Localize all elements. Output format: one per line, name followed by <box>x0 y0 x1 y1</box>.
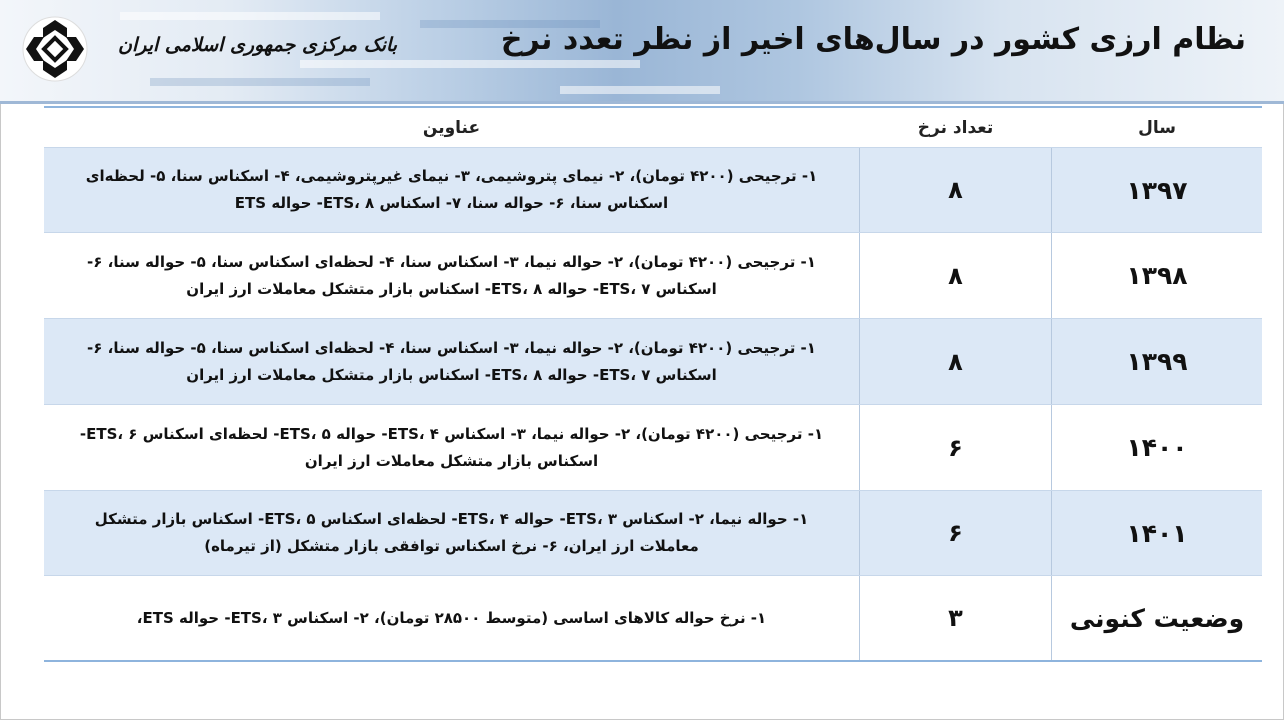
table-row <box>44 491 1262 576</box>
table-row <box>44 405 1262 491</box>
bank-name: بانک مرکزی جمهوری اسلامی ایران <box>118 34 398 56</box>
row-rate-titles: ۱- ترجیحی (۴۲۰۰ تومان)، ۲- حواله نیما، ۳- اسکناس سنا، ۴- لحظه‌ای اسکناس سنا، ۵- حواله سنا، ۶- اسکناس ETS، ۷- حواله ETS، ۸- اسکناس بازار متشکل معاملات ارز ایران <box>87 252 816 298</box>
row-rate-count: ۸ <box>948 347 963 376</box>
column-header-items: عناوین <box>422 117 481 138</box>
row-rate-count: ۶ <box>948 519 963 547</box>
column-header-count: تعداد نرخ <box>917 117 994 138</box>
row-rate-count: ۳ <box>948 604 963 632</box>
table-row <box>44 576 1262 662</box>
row-rate-titles: ۱- حواله نیما، ۲- اسکناس ETS، ۳- حواله ETS، ۴- لحظه‌ای اسکناس ETS، ۵- اسکناس بازار متشکل معاملات ارز ایران، ۶- نرخ اسکناس توافقی بازار متشکل (از تیرماه) <box>94 510 809 555</box>
central-bank-logo-icon <box>22 16 88 82</box>
row-rate-titles: ۱- ترجیحی (۴۲۰۰ تومان)، ۲- نیمای پتروشیمی، ۳- نیمای غیرپتروشیمی، ۴- اسکناس سنا، ۵- لحظه‌ای اسکناس سنا، ۶- حواله سنا، ۷- اسکناس ETS، ۸- حواله ETS <box>85 167 818 212</box>
header-divider <box>0 101 1284 104</box>
row-rate-count: ۸ <box>948 176 963 204</box>
column-header-year: سال <box>1138 117 1176 138</box>
row-rate-titles: ۱- نرخ حواله کالاهای اساسی (متوسط ۲۸۵۰۰ تومان)، ۲- اسکناس ETS، ۳- حواله ETS، <box>136 608 767 627</box>
row-year: ۱۳۹۸ <box>1126 261 1188 290</box>
table-header-row <box>44 108 1262 148</box>
row-year: ۱۳۹۷ <box>1126 175 1188 205</box>
row-rate-count: ۸ <box>948 261 963 290</box>
row-year: ۱۴۰۱ <box>1126 518 1188 548</box>
slide-title: نظام ارزی کشور در سال‌های اخیر از نظر تعدد نرخ <box>500 22 1246 57</box>
row-rate-titles: ۱- ترجیحی (۴۲۰۰ تومان)، ۲- حواله نیما، ۳- اسکناس ETS، ۴- حواله ETS، ۵- لحظه‌ای اسکناس ETS، ۶- اسکناس بازار متشکل معاملات ارز ایران <box>79 424 824 470</box>
table-row <box>44 148 1262 233</box>
exchange-rate-table <box>44 106 1262 662</box>
row-rate-titles: ۱- ترجیحی (۴۲۰۰ تومان)، ۲- حواله نیما، ۳- اسکناس سنا، ۴- لحظه‌ای اسکناس سنا، ۵- حواله سنا، ۶- اسکناس ETS، ۷- حواله ETS، ۸- اسکناس بازار متشکل معاملات ارز ایران <box>87 338 816 384</box>
row-rate-count: ۶ <box>948 433 963 462</box>
table-row <box>44 319 1262 405</box>
row-year: ۱۳۹۹ <box>1126 347 1188 376</box>
row-year: وضعیت کنونی <box>1069 603 1245 633</box>
row-year: ۱۴۰۰ <box>1126 433 1188 462</box>
table-row <box>44 233 1262 319</box>
